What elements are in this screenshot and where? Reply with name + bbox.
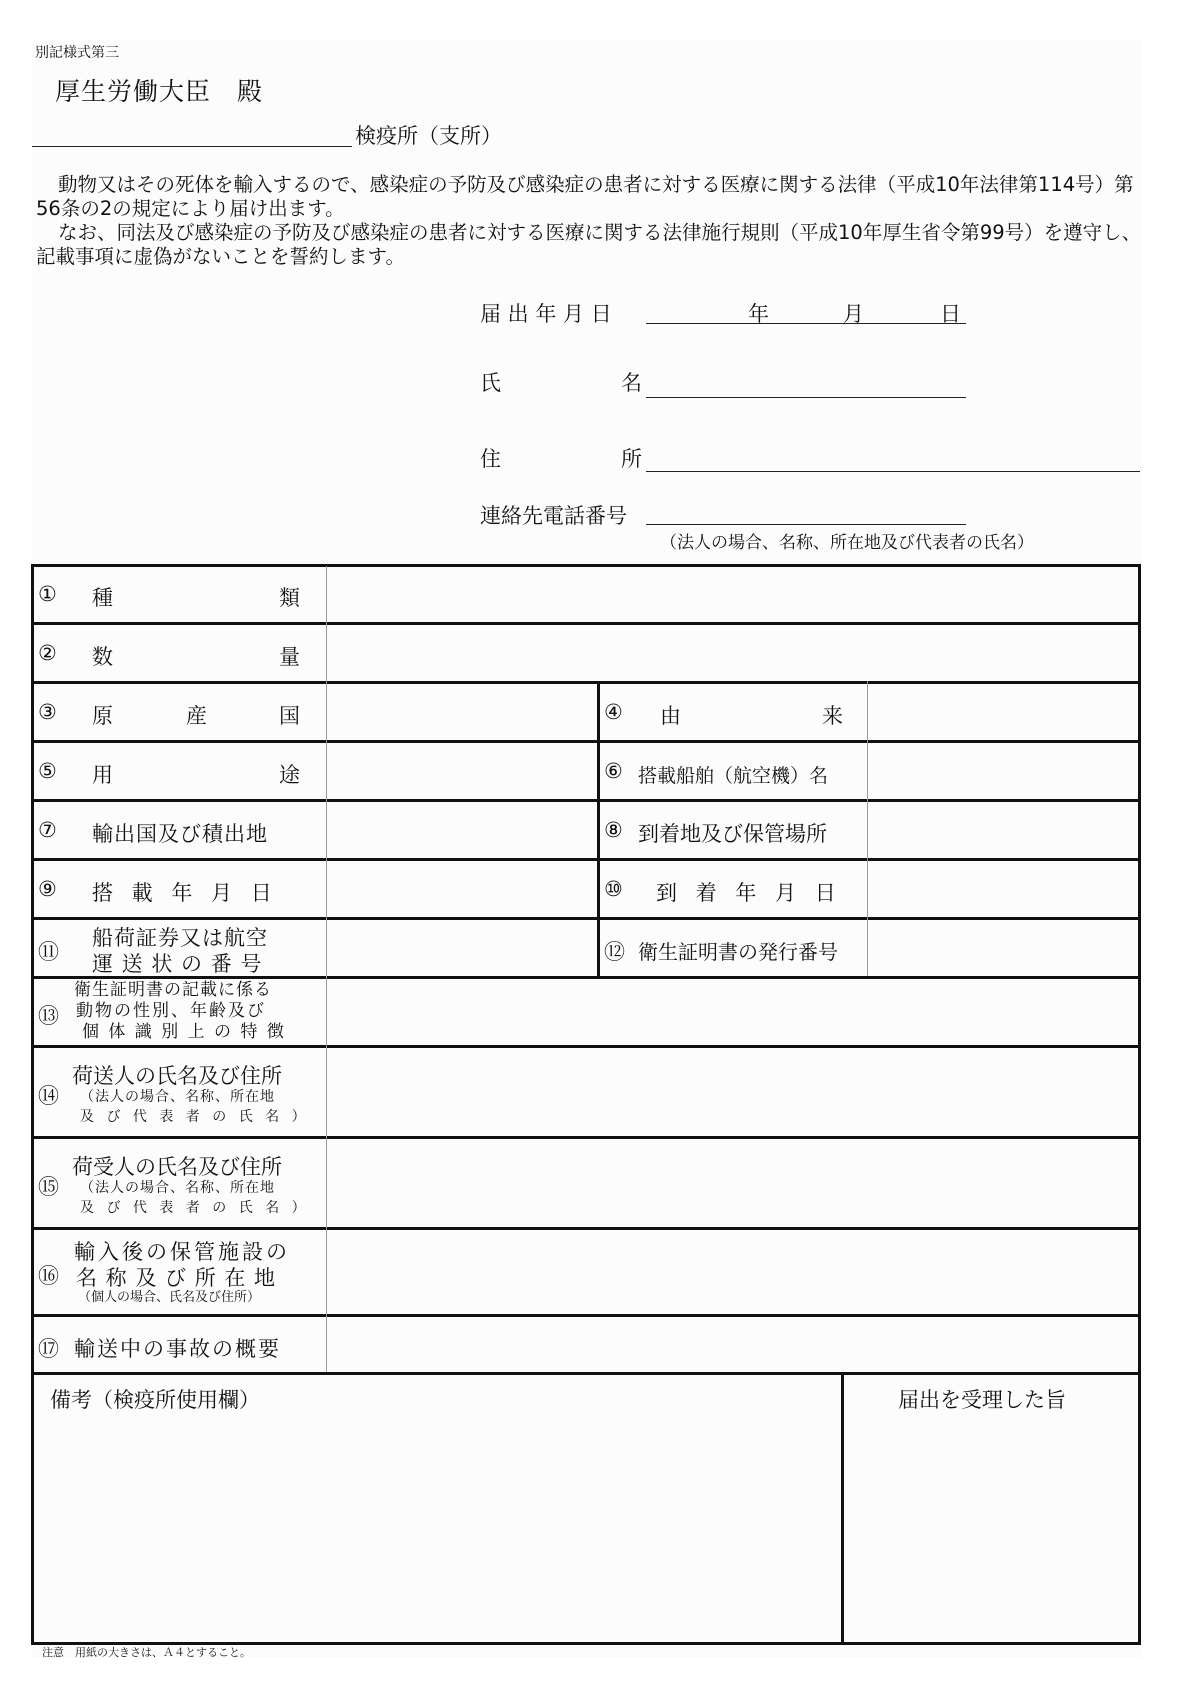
corporate-note: （法人の場合、名称、所在地及び代表者の氏名） [660, 533, 1034, 553]
form-id: 別記様式第三 [35, 45, 119, 61]
month-label: 月 [843, 302, 864, 326]
row-number-16: ⑯ [38, 1264, 59, 1288]
date-field[interactable] [646, 323, 966, 324]
remarks-label: 備考（検疫所使用欄） [50, 1388, 260, 1412]
row-number-10: ⑩ [604, 877, 623, 901]
row-label-type-b: 類 [279, 586, 300, 610]
type-input[interactable] [328, 567, 1138, 622]
row-label-source-b: 来 [822, 704, 843, 728]
row-label-arrival-date: 到 着 年 月 日 [656, 881, 842, 905]
name-label-2: 名 [621, 371, 642, 395]
row-label-features-line1: 衛生証明書の記載に係る [74, 980, 272, 1000]
row-label-bill-line2: 運 送 状 の 番 号 [92, 952, 263, 976]
row-label-bill-line1: 船荷証券又は航空 [92, 926, 268, 950]
declaration-paragraph-2: なお、同法及び感染症の予防及び感染症の患者に対する医療に関する法律施行規則（平成10年厚生省令第99号）を遵守し、記載事項に虚偽がないことを誓約します。 [36, 221, 1142, 268]
vessel-name-input[interactable] [869, 743, 1138, 799]
row-label-origin-a: 原 [92, 704, 113, 728]
receipt-area[interactable] [844, 1375, 1138, 1642]
row-number-13: ⑬ [38, 1004, 59, 1028]
row-number-4: ④ [604, 700, 623, 724]
row-number-8: ⑧ [604, 818, 623, 842]
row-label-facility-line2: 名 称 及 び 所 在 地 [76, 1266, 277, 1290]
origin-source-input[interactable] [869, 684, 1138, 740]
quantity-input[interactable] [328, 625, 1138, 681]
arrival-date-input[interactable] [869, 861, 1138, 917]
row-number-15: ⑮ [38, 1175, 59, 1199]
row-label-loading-date: 搭 載 年 月 日 [92, 881, 278, 905]
row-label-export-place: 輸出国及び積出地 [92, 822, 268, 846]
consignee-input[interactable] [328, 1139, 1138, 1227]
name-label-1: 氏 [480, 371, 501, 395]
animal-features-input[interactable] [328, 979, 1138, 1045]
loading-date-input[interactable] [328, 861, 597, 917]
row-label-consignee-line3: 及 び 代 表 者 の 氏 名 ） [80, 1200, 310, 1216]
row-number-7: ⑦ [38, 818, 57, 842]
addressee: 厚生労働大臣 殿 [55, 77, 264, 106]
arrival-storage-input[interactable] [869, 802, 1138, 858]
row-label-shipper-line1: 荷送人の氏名及び住所 [72, 1064, 282, 1088]
row-number-9: ⑨ [38, 877, 57, 901]
phone-label: 連絡先電話番号 [480, 504, 627, 528]
receipt-label: 届出を受理した旨 [898, 1388, 1066, 1412]
purpose-input[interactable] [328, 743, 597, 799]
row-label-origin-c: 国 [279, 704, 300, 728]
bill-of-lading-input[interactable] [328, 920, 597, 976]
row-label-type-a: 種 [92, 586, 113, 610]
row-label-features-line3: 個 体 識 別 上 の 特 徴 [82, 1022, 286, 1042]
row-label-consignee-line2: （法人の場合、名称、所在地 [80, 1180, 275, 1196]
row-number-14: ⑭ [38, 1084, 59, 1108]
row-label-source-a: 由 [660, 704, 681, 728]
row-number-12: ⑫ [604, 940, 625, 964]
row-number-3: ③ [38, 700, 57, 724]
day-label: 日 [940, 302, 961, 326]
row-label-quantity-b: 量 [279, 645, 300, 669]
row-number-2: ② [38, 641, 57, 665]
health-cert-number-input[interactable] [869, 920, 1138, 976]
row-number-11: ⑪ [38, 940, 59, 964]
shipper-input[interactable] [328, 1048, 1138, 1136]
row-label-quantity-a: 数 [92, 645, 113, 669]
date-label: 届 出 年 月 日 [480, 302, 612, 326]
address-label-2: 所 [621, 447, 642, 471]
row-label-consignee-line1: 荷受人の氏名及び住所 [72, 1155, 282, 1179]
row-label-facility-line3: （個人の場合、氏名及び住所） [78, 1290, 261, 1305]
year-label: 年 [748, 302, 769, 326]
row-number-6: ⑥ [604, 759, 623, 783]
row-label-arrival-storage: 到着地及び保管場所 [638, 822, 827, 846]
row-number-17: ⑰ [38, 1337, 59, 1361]
row-label-facility-line1: 輸入後の保管施設の [74, 1240, 290, 1264]
row-label-accident: 輸送中の事故の概要 [74, 1337, 281, 1361]
row-number-1: ① [38, 582, 57, 606]
row-label-shipper-line2: （法人の場合、名称、所在地 [80, 1089, 275, 1105]
accident-summary-input[interactable] [328, 1317, 1138, 1372]
address-field[interactable] [646, 471, 1140, 472]
row-label-shipper-line3: 及 び 代 表 者 の 氏 名 ） [80, 1109, 310, 1125]
row-label-features-line2: 動物の性別、年齢及び [76, 1001, 266, 1021]
footnote: 注意 用紙の大きさは、Ａ４とすること。 [42, 1646, 251, 1659]
remarks-area[interactable] [34, 1375, 840, 1642]
row-number-5: ⑤ [38, 759, 57, 783]
office-name-field[interactable] [32, 146, 352, 147]
office-label: 検疫所（支所） [355, 124, 502, 148]
row-label-purpose-a: 用 [92, 763, 113, 787]
row-label-purpose-b: 途 [279, 763, 300, 787]
address-label-1: 住 [480, 447, 501, 471]
phone-field[interactable] [646, 524, 966, 525]
origin-country-input[interactable] [328, 684, 597, 740]
row-label-health-cert: 衛生証明書の発行番号 [638, 940, 838, 964]
name-field[interactable] [646, 397, 966, 398]
row-label-vessel: 搭載船舶（航空機）名 [638, 765, 829, 787]
row-label-origin-b: 産 [186, 704, 207, 728]
export-place-input[interactable] [328, 802, 597, 858]
declaration-paragraph-1: 動物又はその死体を輸入するので、感染症の予防及び感染症の患者に対する医療に関する法律（平成10年法律第114号）第56条の2の規定により届け出ます。 [36, 173, 1134, 220]
storage-facility-input[interactable] [328, 1230, 1138, 1314]
